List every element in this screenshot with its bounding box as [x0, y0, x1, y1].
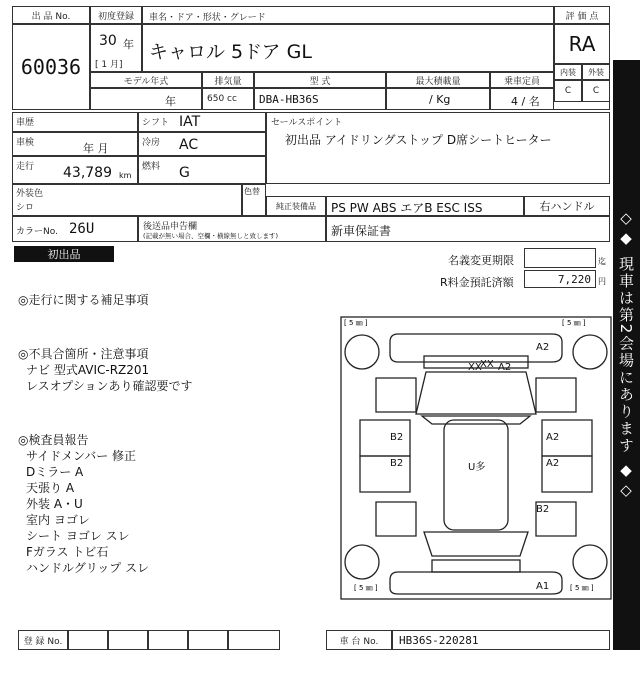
reg-no-label: 登 録 No. — [18, 630, 68, 650]
ac-label: 冷房 — [142, 138, 161, 148]
inspector-item: Dミラー A — [26, 465, 84, 479]
tire-depth-bl: [ 5 ㎜ ] — [354, 584, 378, 592]
displacement-label: 排気量 — [202, 72, 254, 88]
type-label: 型 式 — [254, 72, 386, 88]
inspection-cell — [12, 132, 138, 156]
grade-value: RA — [568, 32, 596, 56]
left-front-fender-icon — [376, 378, 416, 412]
location-sidebar — [613, 60, 640, 650]
mark-grille-xx: XX — [480, 359, 494, 370]
lot-number-value: 60036 — [20, 55, 82, 79]
reg-no-box-3 — [148, 630, 188, 650]
tire-rear-left-icon — [345, 545, 379, 579]
inspection-value: 年 月 — [83, 142, 109, 155]
inspector-title: ◎検査員報告 — [18, 433, 89, 447]
reg-no-box-4 — [188, 630, 228, 650]
exterior-label: 外装 — [582, 64, 610, 80]
recycle-box — [524, 270, 596, 288]
mark-left-rear-b2: B2 — [390, 458, 404, 469]
name-change-unit: 迄 — [598, 257, 606, 266]
first-reg-year: 30 — [99, 33, 117, 49]
history-cell — [12, 112, 138, 132]
recycle-value: 7,220 — [557, 273, 591, 286]
capacity-label: 乗車定員 — [490, 72, 554, 88]
mileage-unit: km — [119, 171, 132, 180]
inspector-notes — [18, 432, 149, 576]
model-year-label: モデル年式 — [90, 72, 202, 88]
type-cell — [254, 88, 386, 110]
mark-left-front-b2: B2 — [390, 432, 404, 443]
shift-cell — [138, 112, 266, 132]
location-sidebar-text: ◇◆ 現車は第2会場にあります ◆◇ — [617, 208, 635, 502]
mark-roof-u: U多 — [468, 462, 486, 473]
interior-grade: C — [554, 80, 582, 102]
mark-right-front-a2: A2 — [546, 432, 560, 443]
ac-value: AC — [179, 137, 199, 153]
tire-depth-br: [ 5 ㎜ ] — [570, 584, 594, 592]
right-front-fender-icon — [536, 378, 576, 412]
load-value: / Kg — [429, 93, 451, 106]
hood-icon — [416, 372, 536, 414]
inspector-item: 外装 A・U — [26, 497, 83, 511]
model-label — [142, 6, 554, 24]
fuel-value: G — [179, 165, 190, 181]
color-no-value: 26U — [69, 221, 95, 237]
color-no-label: カラーNo. — [16, 227, 58, 237]
driving-notes — [18, 292, 148, 308]
sales-point-label: セールスポイント — [271, 118, 343, 128]
recycle-unit: 円 — [598, 277, 606, 286]
mark-front-a2: A2 — [536, 342, 550, 353]
chassis-cell — [392, 630, 610, 650]
inspector-item: シート ヨゴレ スレ — [26, 529, 130, 543]
aftermarket-cell — [138, 216, 326, 242]
ext-color-value: シロ — [16, 203, 35, 213]
model-label-text: 車名・ドア・形状・グレード — [149, 13, 266, 23]
reg-no-box-2 — [108, 630, 148, 650]
mark-rear-a1: A1 — [536, 581, 550, 592]
name-change-label: 名義変更期限 — [448, 254, 514, 267]
lot-number — [12, 24, 90, 110]
tire-depth-tl: [ 5 ㎜ ] — [344, 319, 368, 327]
grade-cell — [554, 24, 610, 64]
chassis-value: HB36S-220281 — [399, 634, 479, 647]
equipment-value: PS PW ABS エアB ESC ISS — [331, 201, 483, 215]
displacement-value: 650 cc — [207, 94, 237, 104]
reg-no-box-5 — [228, 630, 280, 650]
color-no-cell — [12, 216, 138, 242]
capacity-cell — [490, 88, 554, 110]
first-reg-year-unit: 年 — [123, 38, 134, 51]
warranty-cell — [326, 216, 610, 242]
model-value: キャロル 5ドア GL — [149, 41, 312, 63]
type-value: DBA-HB36S — [259, 93, 319, 106]
name-change-box — [524, 248, 596, 268]
fuel-cell — [138, 156, 266, 184]
first-reg-label: 初度登録 — [90, 6, 142, 24]
grade-label: 評 価 点 — [554, 6, 610, 24]
warranty-value: 新車保証書 — [331, 224, 392, 238]
load-label: 最大積載量 — [386, 72, 490, 88]
defect-item: ナビ 型式AVIC-RZ201 — [26, 363, 150, 377]
tire-rear-right-icon — [573, 545, 607, 579]
ext-color-cell — [12, 184, 242, 216]
sales-point-value: 初出品 アイドリングストップ D席シートヒーター — [285, 133, 552, 147]
fuel-label: 燃料 — [142, 162, 161, 172]
first-reg-month: [ 1 月] — [95, 60, 123, 70]
inspector-item: サイドメンバー 修正 — [26, 449, 137, 463]
equipment-label: 純正装備品 — [266, 196, 326, 216]
reg-no-box-1 — [68, 630, 108, 650]
inspection-label: 車検 — [16, 138, 35, 148]
diagram-frame — [341, 317, 611, 599]
sales-point-cell — [266, 112, 610, 184]
model-year-cell — [90, 88, 202, 110]
history-label: 車歴 — [16, 118, 35, 128]
chassis-label: 車 台 No. — [326, 630, 392, 650]
shift-value: IAT — [179, 114, 201, 130]
model-cell — [142, 24, 554, 72]
ac-cell — [138, 132, 266, 156]
capacity-value: 4 / 名 — [511, 95, 540, 108]
mark-hood-xx-visible: XX — [468, 362, 482, 373]
mark-right-rear-a2: A2 — [546, 458, 560, 469]
aftermarket-note: (記載が無い場合、空欄・横線無しと致します) — [143, 232, 279, 240]
mark-rear-b2: B2 — [536, 504, 550, 515]
first-listing-text: 初出品 — [47, 248, 81, 261]
load-cell — [386, 88, 490, 110]
tire-front-right-icon — [573, 335, 607, 369]
rear-lamp-bar-icon — [432, 560, 520, 572]
exterior-grade: C — [582, 80, 610, 102]
inspector-item: 室内 ヨゴレ — [26, 513, 90, 527]
left-rear-fender-icon — [376, 502, 416, 536]
inspector-item: 天張り A — [26, 481, 75, 495]
first-reg-cell — [90, 24, 142, 72]
interior-label: 内装 — [554, 64, 582, 80]
defect-item: レスオプションあり確認要です — [26, 379, 193, 393]
first-listing-banner — [14, 246, 114, 262]
steering-value: 右ハンドル — [539, 200, 595, 213]
steering-cell — [524, 196, 610, 216]
equipment-cell — [326, 196, 524, 216]
color-change-cell — [242, 184, 266, 216]
lot-label: 出 品 No. — [12, 6, 90, 24]
mileage-value: 43,789 — [63, 165, 112, 181]
recycle-label: R料金預託済額 — [440, 276, 514, 289]
driving-notes-title: ◎走行に関する補足事項 — [18, 293, 149, 307]
defects-notes — [18, 346, 193, 394]
car-damage-diagram — [340, 316, 612, 600]
model-year-unit: 年 — [165, 95, 176, 108]
rear-hatch-icon — [424, 532, 528, 556]
inspector-item: Fガラス トビ石 — [26, 545, 109, 559]
displacement-cell — [202, 88, 254, 110]
ext-color-label: 外装色 — [16, 189, 44, 199]
roof-icon — [444, 420, 508, 530]
shift-label: シフト — [142, 118, 170, 128]
mileage-label: 走行 — [16, 162, 35, 172]
mark-hood-a2: A2 — [498, 362, 512, 373]
aftermarket-label: 後送品申告欄 — [143, 222, 198, 232]
defects-title: ◎不具合箇所・注意事項 — [18, 347, 149, 361]
mileage-cell — [12, 156, 138, 184]
inspector-item: ハンドルグリップ スレ — [26, 561, 150, 575]
tire-front-left-icon — [345, 335, 379, 369]
tire-depth-tr: [ 5 ㎜ ] — [562, 319, 586, 327]
color-change-label: 色替 — [244, 187, 260, 196]
